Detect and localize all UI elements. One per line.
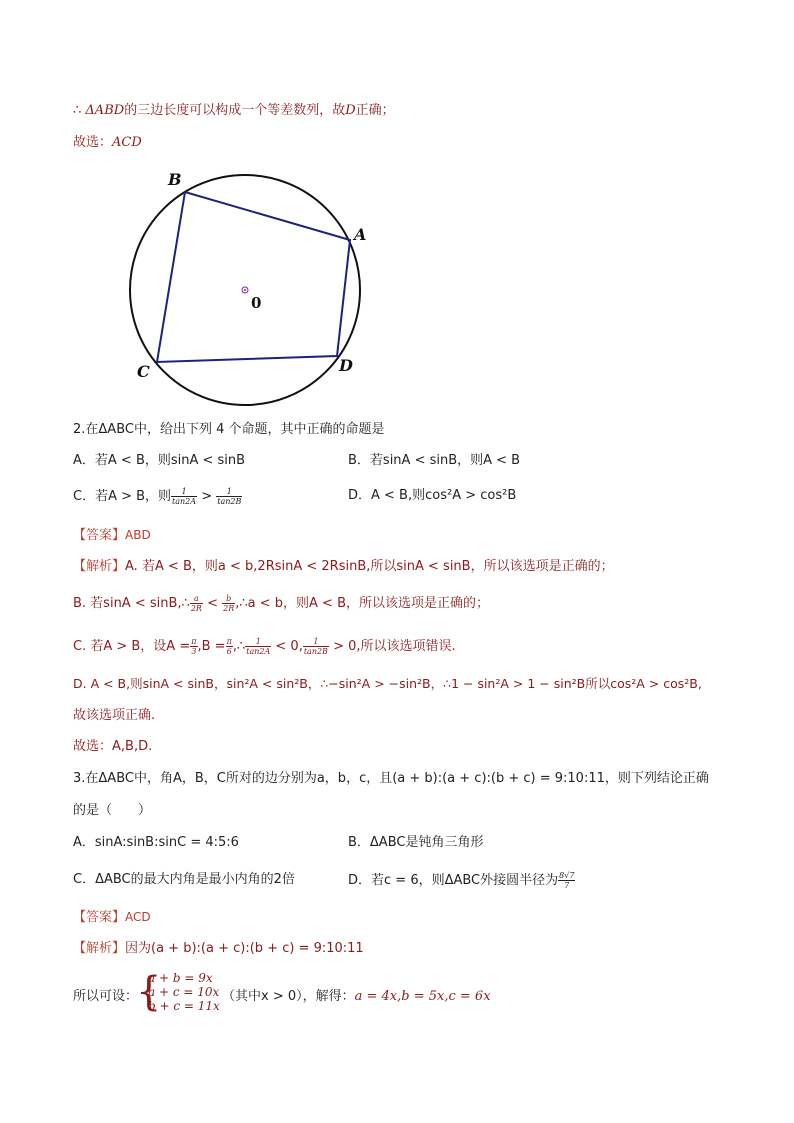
q3-stem-line2: 的是（ ） bbox=[73, 803, 152, 818]
q3-setup-prefix: 所以可设： bbox=[73, 989, 139, 1004]
q3-analysis bbox=[73, 940, 364, 958]
q2-option-a: A．若A < B，则sinA < sinB bbox=[73, 453, 246, 468]
fraction-den: 7 bbox=[564, 881, 570, 890]
fraction-num: a bbox=[190, 594, 203, 604]
equation-2: a + c = 10x bbox=[148, 985, 220, 999]
fraction-den: tan2B bbox=[217, 497, 242, 506]
analysis-c-mid: ,B = bbox=[197, 639, 226, 654]
q2-option-c-prefix: C．若A > B，则 bbox=[73, 489, 172, 504]
fraction-den: tan2A bbox=[246, 647, 271, 656]
fraction-den: 2R bbox=[223, 604, 235, 613]
fraction-num: 1 bbox=[171, 487, 197, 497]
analysis-a-text: A. 若A < B，则a < b,2RsinA < 2RsinB,所以sinA < sinB，所以该选项是正确的； bbox=[125, 559, 614, 574]
label-C: C bbox=[137, 362, 150, 381]
q3-setup-tail bbox=[222, 988, 491, 1006]
analysis-b-suffix: ,∴a < b，则A < B，所以该选项是正确的； bbox=[235, 596, 489, 611]
q2-option-d: D．A < B,则cos²A > cos²B bbox=[348, 488, 517, 503]
q3-option-d bbox=[348, 871, 575, 890]
analysis-text: 因为(a + b):(a + c):(b + c) = 9:10:11 bbox=[125, 941, 364, 956]
fraction bbox=[222, 594, 235, 613]
q2-answer bbox=[73, 526, 151, 545]
fraction bbox=[303, 637, 329, 656]
fraction-num: π bbox=[191, 637, 197, 646]
q2-option-b: B．若sinA < sinB，则A < B bbox=[348, 453, 521, 468]
conclusion-tail: 正确； bbox=[355, 103, 395, 118]
q2-analysis-b bbox=[73, 594, 489, 613]
fraction-num: π bbox=[226, 637, 232, 646]
fraction-num: 1 bbox=[216, 487, 242, 497]
q3-option-c: C．ΔABC的最大内角是最小内角的2倍 bbox=[73, 872, 295, 887]
gt-sign: > bbox=[197, 489, 217, 504]
q3-stem-line1: 3.在ΔABC中，角A，B，C所对的边分别为a，b，c，且(a + b):(a + c):(b + c) = 9:10:11，则下列结论正确 bbox=[73, 771, 709, 786]
circle-quadrilateral-figure bbox=[125, 165, 370, 415]
q3-option-b: B．ΔABC是钝角三角形 bbox=[348, 835, 484, 850]
q2-option-c bbox=[73, 487, 242, 506]
equation-1: a + b = 9x bbox=[148, 971, 213, 985]
setup-mid: （其中x > 0），解得： bbox=[222, 989, 355, 1004]
therefore-symbol: ∴ bbox=[73, 103, 82, 118]
answer-value: ACD bbox=[125, 910, 151, 924]
q3-option-a: A．sinA:sinB:sinC = 4:5:6 bbox=[73, 835, 239, 850]
q2-choice bbox=[73, 738, 152, 756]
setup-result: a = 4x,b = 5x,c = 6x bbox=[354, 989, 491, 1004]
fraction bbox=[190, 637, 197, 656]
q2-analysis-d: D. A < B,则sinA < sinB，sin²A < sin²B，∴−sin²A > −sin²B，∴1 − sin²A > 1 − sin²B所以cos²A > cos²B, bbox=[73, 676, 702, 691]
triangle-name: ΔABD bbox=[85, 103, 125, 118]
fraction-den: 6 bbox=[226, 647, 232, 656]
label-A: A bbox=[354, 225, 367, 244]
fraction-den: 2R bbox=[190, 604, 202, 613]
answer-tag: 【答案】 bbox=[73, 910, 126, 925]
choice-label: 故选： bbox=[73, 135, 113, 150]
conclusion-letter: D bbox=[345, 103, 356, 118]
lt-sign: < bbox=[202, 596, 223, 611]
conclusion-line bbox=[73, 102, 395, 120]
equation-system-brace: { bbox=[136, 969, 162, 1015]
q2-analysis-d-cont: 故该选项正确. bbox=[73, 708, 156, 723]
fraction bbox=[171, 487, 197, 506]
label-B: B bbox=[168, 170, 182, 189]
answer-value: ABD bbox=[125, 528, 151, 542]
q3-option-d-prefix: D．若c = 6，则ΔABC外接圆半径为 bbox=[348, 873, 559, 888]
quadrilateral-abcd bbox=[157, 192, 350, 362]
fraction bbox=[245, 637, 271, 656]
choice-label: 故选： bbox=[73, 739, 113, 754]
q2-analysis-c bbox=[73, 637, 456, 656]
analysis-tag: 【解析】 bbox=[73, 941, 126, 956]
conclusion-text: 的三边长度可以构成一个等差数列，故 bbox=[124, 103, 346, 118]
fraction-num: 1 bbox=[303, 637, 329, 647]
fraction bbox=[226, 637, 233, 656]
label-O: 0 bbox=[251, 294, 262, 312]
analysis-c-suffix: > 0,所以该选项错误. bbox=[328, 639, 456, 654]
fraction bbox=[190, 594, 203, 613]
fraction-den: 3 bbox=[191, 647, 197, 656]
label-D: D bbox=[339, 356, 353, 375]
choice-value: A,B,D. bbox=[112, 739, 153, 754]
fraction-den: tan2B bbox=[303, 647, 328, 656]
fraction-den: tan2A bbox=[172, 497, 197, 506]
choice-line-1 bbox=[73, 134, 142, 152]
fraction-num: 8√7 bbox=[559, 871, 575, 880]
answer-tag: 【答案】 bbox=[73, 528, 126, 543]
fraction-num: 1 bbox=[245, 637, 271, 647]
analysis-c-mid2: ,∴ bbox=[232, 639, 246, 654]
choice-value: ACD bbox=[112, 135, 142, 150]
analysis-b-prefix: B. 若sinA < sinB,∴ bbox=[73, 596, 190, 611]
fraction bbox=[558, 871, 575, 890]
q3-answer bbox=[73, 908, 151, 927]
analysis-c-mid3: < 0, bbox=[271, 639, 303, 654]
center-point-inner bbox=[244, 289, 246, 291]
analysis-tag: 【解析】 bbox=[73, 559, 126, 574]
equation-3: b + c = 11x bbox=[148, 999, 220, 1013]
q2-analysis-a bbox=[73, 558, 614, 576]
q2-stem: 2.在ΔABC中，给出下列 4 个命题，其中正确的命题是 bbox=[73, 422, 385, 437]
analysis-c-prefix: C. 若A > B，设A = bbox=[73, 639, 191, 654]
fraction bbox=[216, 487, 242, 506]
fraction-num: b bbox=[222, 594, 235, 604]
